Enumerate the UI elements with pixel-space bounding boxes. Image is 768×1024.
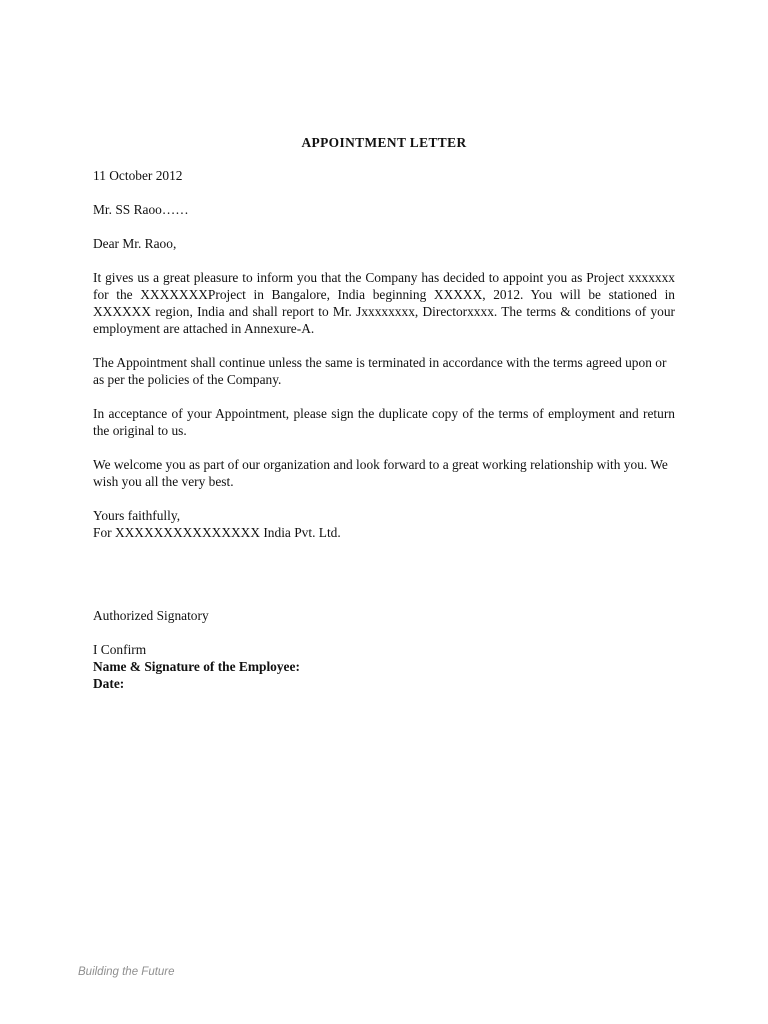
- paragraph-appointment-details: It gives us a great pleasure to inform you that the Company has decided to appoint you as Project xxxxxxx for the XXXXXXXProject in Bangalore, India beginning XXXXX, 2012. You will be stationed in XXXXXX region, India and shall report to Mr. Jxxxxxxxx, Directorxxxx. The terms & conditions of your employment are attached in Annexure-A.: [93, 270, 675, 336]
- closing-block: [93, 507, 675, 541]
- date-label: Date:: [93, 676, 125, 691]
- confirmation-block: [93, 641, 675, 692]
- letter-date: 11 October 2012: [93, 168, 183, 183]
- paragraph-acceptance: In acceptance of your Appointment, please sign the duplicate copy of the terms of employment and return the original to us.: [93, 406, 675, 438]
- paragraph-continuation-terms: The Appointment shall continue unless the same is terminated in accordance with the terms agreed upon or as per the policies of the Company.: [93, 355, 667, 387]
- company-name: For XXXXXXXXXXXXXXX India Pvt. Ltd.: [93, 525, 341, 540]
- confirm-label: I Confirm: [93, 642, 147, 657]
- letter-body: [93, 134, 675, 692]
- letter-title: APPOINTMENT LETTER: [301, 135, 467, 150]
- recipient-name: Mr. SS Raoo……: [93, 202, 189, 217]
- footer-tagline: Building the Future: [78, 966, 175, 978]
- employee-signature-label: Name & Signature of the Employee:: [93, 659, 300, 674]
- closing: Yours faithfully,: [93, 508, 181, 523]
- salutation: Dear Mr. Raoo,: [93, 236, 177, 251]
- authorized-signatory: Authorized Signatory: [93, 608, 209, 623]
- paragraph-welcome: We welcome you as part of our organization and look forward to a great working relationship with you. We wish you all the very best.: [93, 457, 668, 489]
- signature-space: [93, 541, 675, 607]
